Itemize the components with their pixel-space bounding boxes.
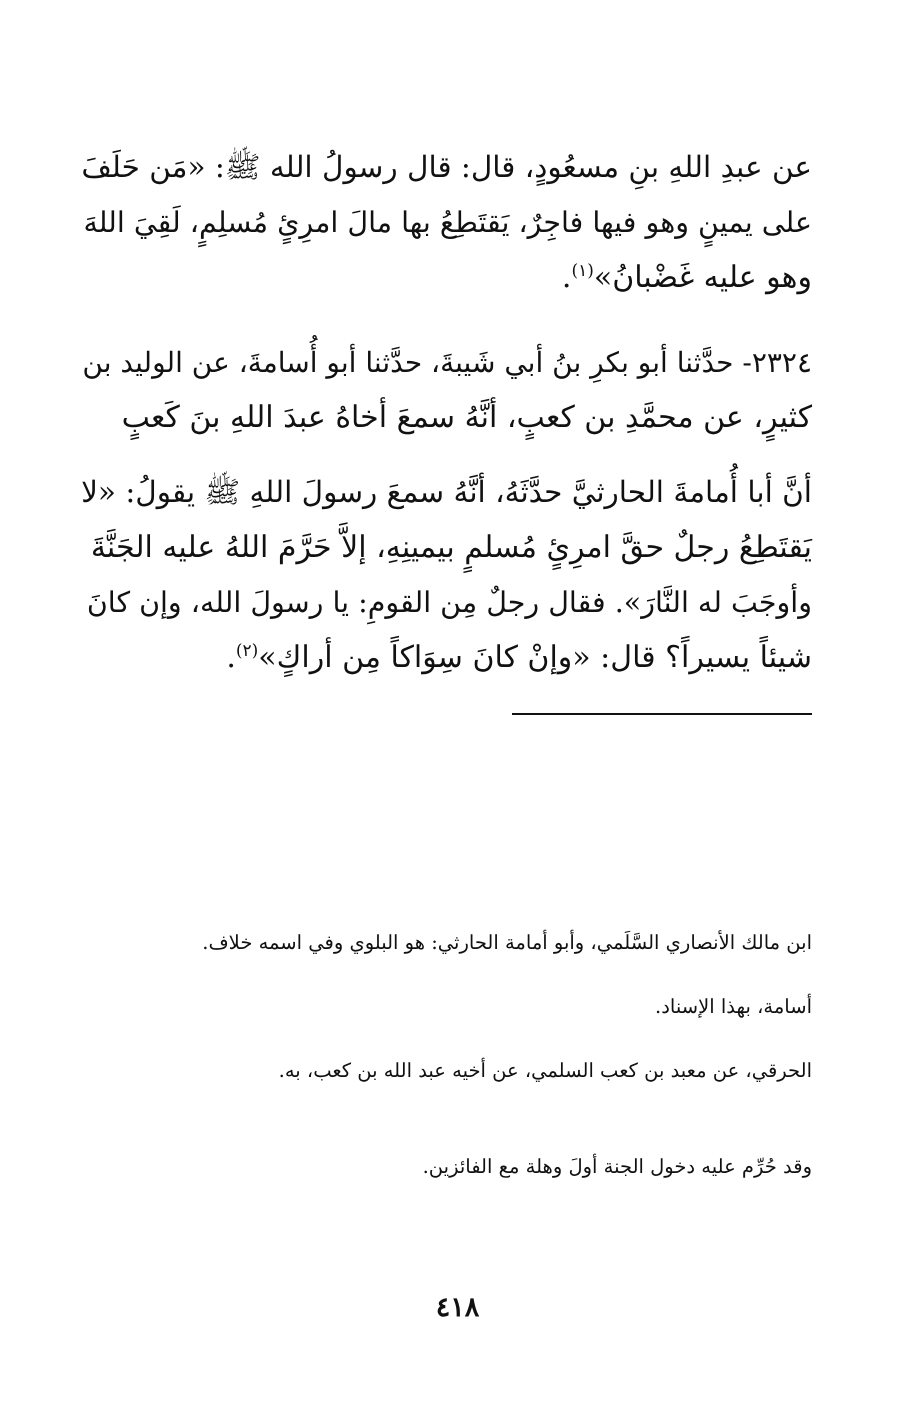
text-line: ٢٣٢٤- حدَّثنا أبو بكرِ بنُ أبي شَيبةَ، حدَّثنا أبو أُسامةَ، عن الوليد بن [82, 346, 812, 379]
text-segment: وهو عليه غَضْبانُ» [593, 260, 812, 295]
footnote-line [82, 1119, 812, 1151]
text-line [82, 250, 812, 305]
footnote-line: ابن مالك الأنصاري السَّلَمي، وأبو أمامة الحارثي: هو البلوي وفي اسمه خلاف. [202, 931, 812, 954]
footnote-marker-2[interactable]: (٢) [235, 641, 259, 661]
text-segment: . [561, 260, 572, 295]
text-line: على يمينٍ وهو فيها فاجِرٌ، يَقتَطِعُ بها مالَ امرِئٍ مُسلِمٍ، لَقِيَ اللهَ [83, 206, 812, 239]
footnote-line [82, 1023, 812, 1055]
page-number: ٤١٨ [435, 1292, 480, 1323]
footnote-line [82, 799, 812, 831]
footnote-line [82, 831, 812, 863]
text-line [82, 630, 812, 685]
page-body [82, 140, 812, 1183]
text-segment: . [226, 640, 236, 675]
hadith-paragraph-2 [82, 465, 812, 685]
footnote-line: أسامة، بهذا الإسناد. [655, 995, 812, 1018]
footnotes [82, 735, 812, 1183]
footnote-marker-1[interactable]: (١) [571, 261, 594, 281]
text-line: أنَّ أبا أُمامةَ الحارثيَّ حدَّثَهُ، أنَّهُ سمعَ رسولَ اللهِ ﷺ يقولُ: «لا [81, 475, 812, 509]
footnote-line [82, 863, 812, 895]
footnote-line [82, 767, 812, 799]
hadith-paragraph-1 [82, 140, 812, 305]
footnote-line [82, 959, 812, 991]
text-line: يَقتَطِعُ رجلٌ حقَّ امرِئٍ مُسلمٍ بيمينِهِ، إلاَّ حَرَّمَ اللهُ عليه الجَنَّةَ [90, 530, 812, 565]
text-line: وأوجَبَ له النَّارَ». فقال رجلٌ مِن القومِ: يا رسولَ الله، وإن كانَ [86, 586, 812, 619]
footnote-line: الحرقي، عن معبد بن كعب السلمي، عن أخيه عبد الله بن كعب، به. [278, 1059, 812, 1082]
text-segment: شيئاً يسيراً؟ قال: «وإنْ كانَ سِوَاكاً مِن أراكٍ» [258, 640, 812, 675]
footnote-divider [512, 713, 812, 715]
text-line: كثيرٍ، عن محمَّدِ بن كعبٍ، أنَّهُ سمعَ أخاهُ عبدَ اللهِ بنَ كَعبٍ [121, 400, 812, 435]
text-line: عن عبدِ اللهِ بنِ مسعُودٍ، قال: قال رسولُ الله ﷺ: «مَن حَلَفَ [81, 150, 812, 184]
footnote-line [82, 1087, 812, 1119]
footnote-line [82, 735, 812, 767]
hadith-number-2324-chain [82, 335, 812, 445]
footnote-line [82, 895, 812, 927]
footnote-line: وقد حُرِّم عليه دخول الجنة أولَ وهلة مع الفائزين. [422, 1155, 812, 1178]
